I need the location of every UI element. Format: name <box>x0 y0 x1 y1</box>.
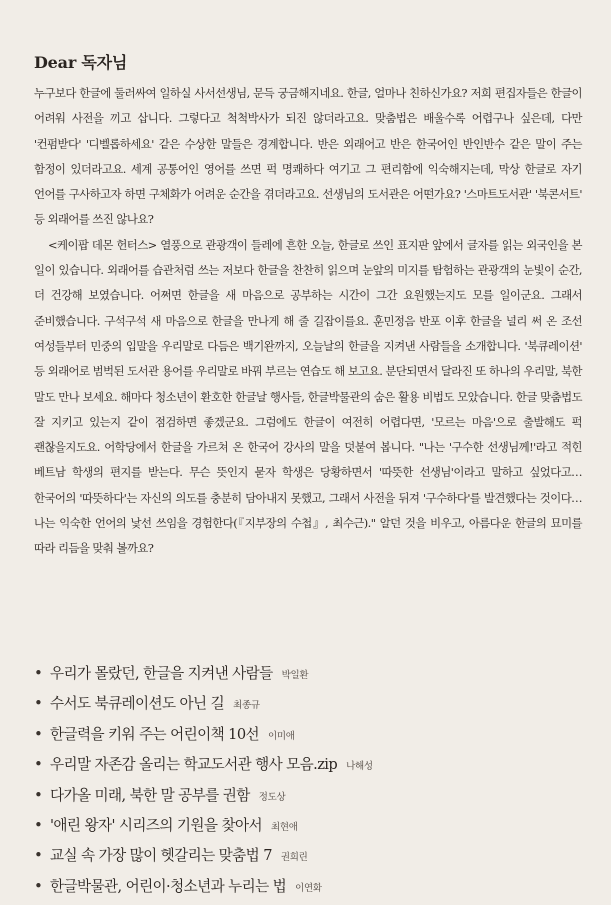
article-title[interactable]: '애린 왕자' 시리즈의 기원을 찾아서 <box>50 816 262 834</box>
list-item[interactable] <box>34 784 582 814</box>
article-title[interactable]: 우리가 몰랐던, 한글을 지켜낸 사람들 <box>50 665 273 682</box>
article-title[interactable]: 수서도 북큐레이션도 아닌 길 <box>50 695 225 713</box>
bullet-icon: • <box>34 815 43 834</box>
bullet-icon: • <box>34 724 43 743</box>
article-title[interactable]: 다가올 미래, 북한 말 공부를 권함 <box>50 786 250 804</box>
list-item[interactable] <box>34 692 582 722</box>
article-title[interactable]: 교실 속 가장 많이 헷갈리는 맞춤법 7 <box>50 847 272 865</box>
article-author: 최현애 <box>270 821 298 833</box>
bullet-icon: • <box>34 785 43 804</box>
article-author: 최종규 <box>233 700 260 712</box>
article-author: 나해성 <box>346 761 373 773</box>
article-title[interactable]: 우리말 자존감 올리는 학교도서관 행사 모음.zip <box>50 756 338 774</box>
article-title[interactable]: 한글박물관, 어린이·청소년과 누리는 법 <box>50 877 287 895</box>
article-author: 이미애 <box>268 730 295 742</box>
article-title[interactable]: 한글력을 키워 주는 어린이책 10선 <box>50 725 259 743</box>
article-author: 권희린 <box>280 852 308 864</box>
list-item[interactable] <box>34 875 582 905</box>
letter-paragraph: 누구보다 한글에 둘러싸여 일하실 사서선생님, 문득 궁금해지네요. 한글, 얼마나 친하신가요? 저희 편집자들은 한글이 어려워 사전을 끼고 삽니다. 그렇다고 척척박사가 되진 않더라고요. 맞춤법은 배울수록 어렵구나 싶은데, 다만 '컨펌받다' '디벨롭하세요' 같은 수상한 말들은 경계합니다. 반은 외래어고 반은 한국어인 반인반수 같은 말이 주는 함정이 있더라고요. 세계 공통어인 영어를 쓰면 퍽 명쾌하다 여기고 그 편리함에 익숙해지는데, 막상 한글로 자기 언어를 구사하고자 하면 구체화가 어려운 순간을 겪더라고요. 선생님의 도서관은 어떤가요? '스마트도서관' '북콘서트' 등 외래어를 쓰진 않나요? <box>34 86 582 227</box>
list-item[interactable] <box>34 814 582 844</box>
letter-greeting: Dear 독자님 <box>34 53 128 72</box>
article-author: 박일환 <box>281 670 309 681</box>
list-item[interactable] <box>34 753 582 783</box>
editor-letter <box>34 50 582 562</box>
bullet-icon: • <box>34 876 43 895</box>
bullet-icon: • <box>34 694 43 713</box>
letter-paragraph: <케이팝 데몬 헌터스> 열풍으로 관광객이 들레에 흔한 오늘, 한글로 쓰인 표지판 앞에서 글자를 읽는 외국인을 본 일이 있습니다. 외래어를 습관처럼 쓰는 저보다 한글을 찬찬히 읽으며 눈앞의 미지를 탐험하는 관광객의 눈빛이 순간, 더 건강해 보였습니다. 어쩌면 한글을 새 마음으로 공부하는 시간이 그간 요원했는지도 모를 일이군요. 그래서 준비했습니다. 구석구석 새 마음으로 한글을 만나게 해 줄 길잡이를요. 훈민정음 반포 이후 한글을 널리 써 온 조선 여성들부터 민중의 입말을 우리말로 다듬은 백기완까지, 오늘날의 한글을 지켜낸 사람들을 소개합니다. '북큐레이션' 등 외래어로 범벅된 도서관 용어를 우리말로 바꿔 부르는 연습도 해 보고요. 분단되면서 달라진 또 하나의 우리말, 북한 말도 만나 보세요. 해마다 청소년이 환호한 한글날 행사들, 한글박물관의 숨은 활용 비법도 모았습니다. 한글 맞춤법도 잘 지키고 있는지 같이 점검하면 좋겠군요. 그럼에도 한글이 여전히 어렵다면, '모르는 마음'으로 출발해도 퍽 괜찮을지도요. 어학당에서 한글을 가르쳐 온 한국어 강사의 말을 덧붙여 봅니다. "나는 '구수한 선생님께!'라고 적힌 베트남 학생의 편지를 받는다. 무슨 뜻인지 묻자 학생은 당황하면서 '따뜻한 선생님'이라고 말하고 싶었다고… 한국어의 '따뜻하다'는 자신의 의도를 충분히 담아내지 못했고, 그래서 사전을 뒤져 '구수하다'를 발견했다는 것이다… 나는 익숙한 언어의 낯선 쓰임을 경험한다(『지부장의 수첩』, 최수근)." 알던 것을 비우고, 아름다운 한글의 묘미를 따라 리듬을 맞춰 볼까요? <box>34 237 582 556</box>
article-author: 이연화 <box>295 882 322 894</box>
bullet-icon: • <box>34 846 43 865</box>
article-list <box>34 662 582 905</box>
article-author: 정도상 <box>258 791 286 803</box>
list-item[interactable] <box>34 844 582 874</box>
bullet-icon: • <box>34 664 43 682</box>
list-item[interactable] <box>34 723 582 753</box>
bullet-icon: • <box>34 755 43 774</box>
list-item[interactable] <box>34 662 582 692</box>
